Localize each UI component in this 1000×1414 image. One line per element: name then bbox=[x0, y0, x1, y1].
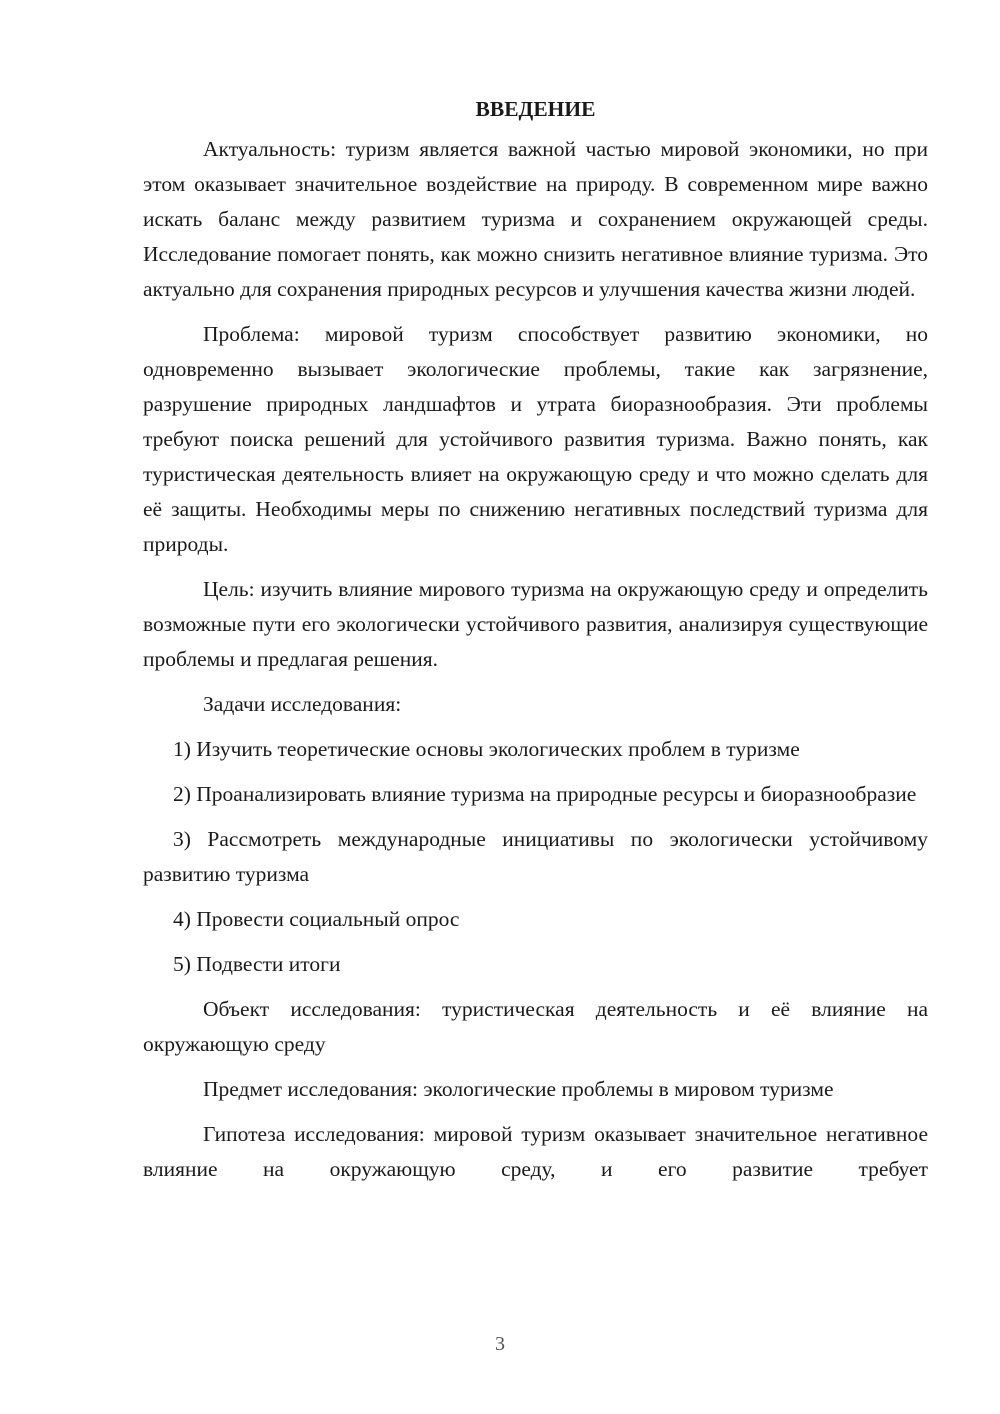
task-item: 4) Провести социальный опрос bbox=[173, 907, 460, 931]
tasks-heading: Задачи исследования: bbox=[203, 692, 402, 716]
task-item: 2) Проанализировать влияние туризма на природные ресурсы и биоразнообразие bbox=[173, 782, 917, 806]
goal-paragraph: Цель: изучить влияние мирового туризма на окружающую среду и определить возможные пути его экологически устойчивого развития, анализируя существующие проблемы и предлагая решения. bbox=[143, 577, 928, 671]
relevance-paragraph: Актуальность: туризм является важной частью мировой экономики, но при этом оказывает значительное воздействие на природу. В современном мире важно искать баланс между развитием туризма и сохранением окружающей среды. Исследование помогает понять, как можно снизить негативное влияние туризма. Это актуально для сохранения природных ресурсов и улучшения качества жизни людей. bbox=[143, 137, 928, 301]
subject-paragraph: Предмет исследования: экологические проблемы в мировом туризме bbox=[203, 1077, 834, 1101]
problem-paragraph: Проблема: мировой туризм способствует развитию экономики, но одновременно вызывает экологические проблемы, такие как загрязнение, разрушение природных ландшафтов и утрата биоразнообразия. Эти проблемы требуют поиска решений для устойчивого развития туризма. Важно понять, как туристическая деятельность влияет на окружающую среду и что можно сделать для её защиты. Необходимы меры по снижению негативных последствий туризма для природы. bbox=[143, 322, 928, 556]
task-item: 3) Рассмотреть международные инициативы по экологически устойчивому развитию туризма bbox=[143, 827, 928, 886]
page-number: 3 bbox=[495, 1333, 505, 1355]
section-title: ВВЕДЕНИЕ bbox=[475, 97, 596, 121]
task-item: 5) Подвести итоги bbox=[173, 952, 341, 976]
task-item: 1) Изучить теоретические основы экологических проблем в туризме bbox=[173, 737, 800, 761]
hypothesis-paragraph: Гипотеза исследования: мировой туризм оказывает значительное негативное влияние на окружающую среду, и его развитие требует bbox=[143, 1122, 928, 1181]
object-paragraph: Объект исследования: туристическая деятельность и её влияние на окружающую среду bbox=[143, 997, 928, 1056]
document-body bbox=[143, 92, 928, 1187]
